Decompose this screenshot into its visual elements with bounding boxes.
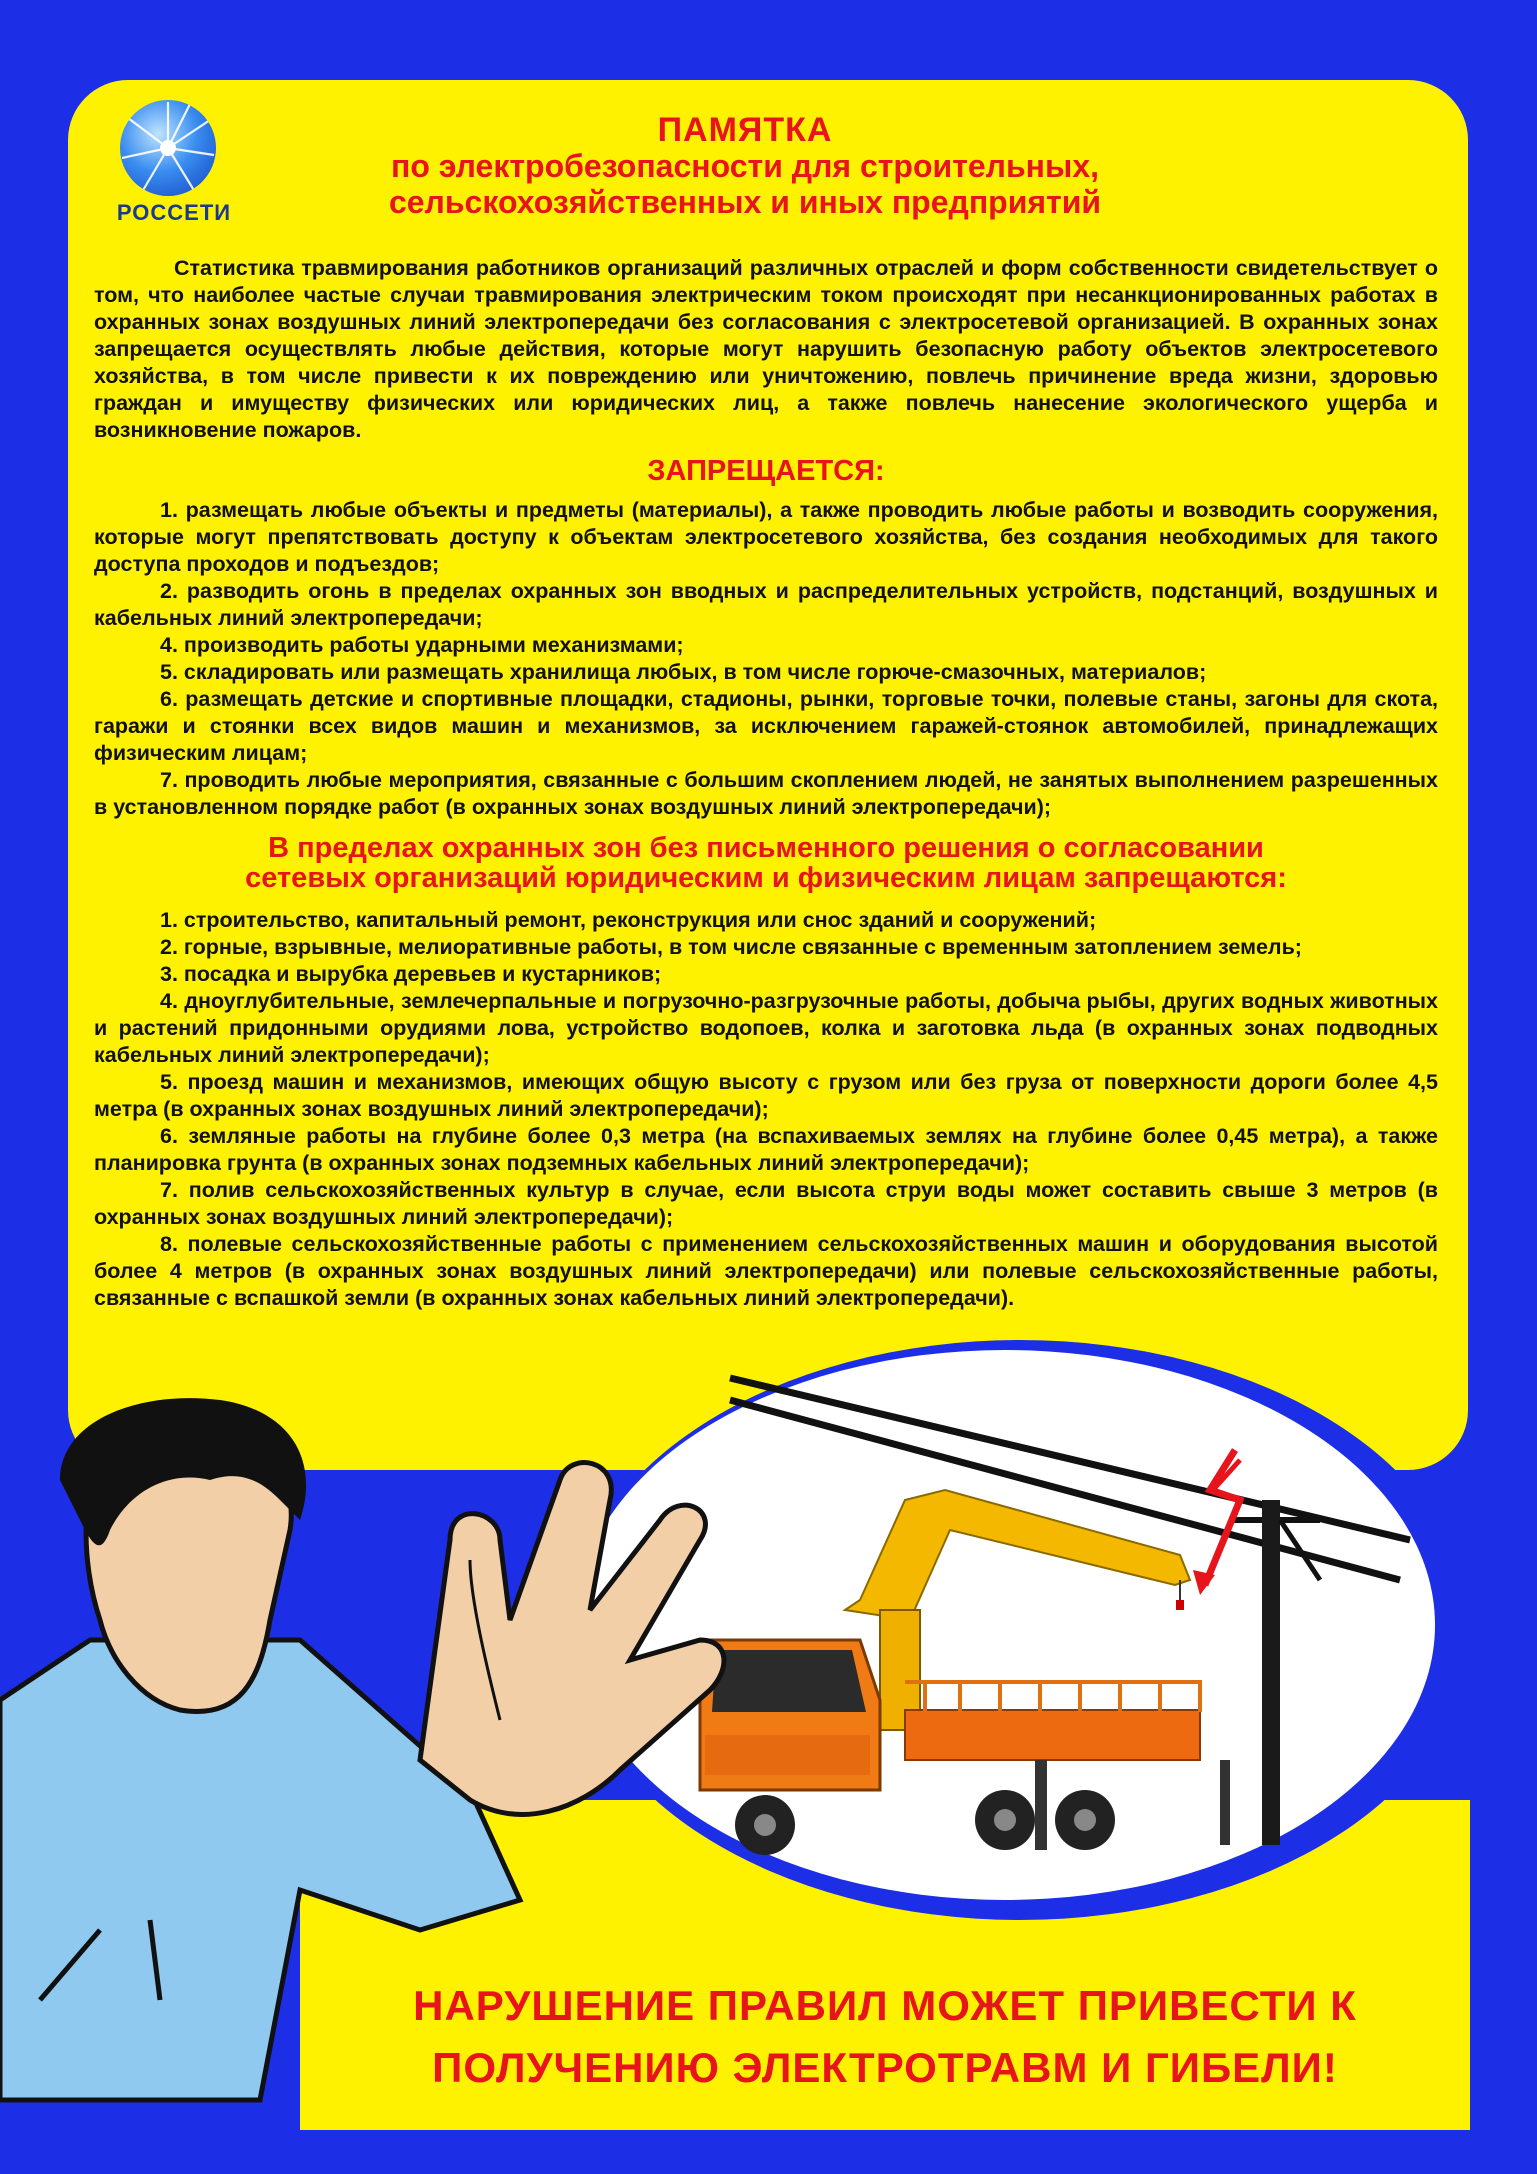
list-item: 4. дноуглубительные, землечерпальные и погрузочно-разгрузочные работы, добыча рыбы, других водных животных и растений придонными орудиями лова, устройство водопоев, колка и заготовка льда (в охранных зонах подводных кабельных линий электропередачи); — [94, 989, 1438, 1067]
globe-icon — [120, 100, 216, 196]
warning-line: ПОЛУЧЕНИЮ ЭЛЕКТРОТРАВМ И ГИБЕЛИ! — [432, 2044, 1338, 2091]
logo-label: РОССЕТИ — [116, 200, 232, 225]
list-item: 5. складировать или размещать хранилища любых, в том числе горюче-смазочных, материалов; — [160, 660, 1207, 684]
list-item: 4. производить работы ударными механизмами; — [160, 633, 684, 657]
intro-paragraph: Статистика травмирования работников организаций различных отраслей и форм собственности свидетельствует о том, что наиболее частые случаи травмирования электрическим током происходят при несанкционированных работах в охранных зонах воздушных линий электропередачи без согласования с электросетевой организацией. В охранных зонах запрещается осуществлять любые действия, которые могут нарушить безопасную работу объектов электросетевого хозяйства, в том числе привести к их повреждению или уничтожению, повлечь причинение вреда жизни, здоровью граждан и имуществу физических или юридических лиц, а также повлечь нанесение экологического ущерба и возникновение пожаров. — [94, 256, 1438, 442]
heading-line: сетевых организаций юридическим и физическим лицам запрещаются: — [245, 862, 1287, 894]
list-item: 7. полив сельскохозяйственных культур в случае, если высота струи воды может составить свыше 3 метров (в охранных зонах воздушных линий электропередачи); — [94, 1178, 1438, 1229]
section-heading-protection-zones — [94, 833, 1438, 893]
rosseti-logo — [112, 100, 232, 230]
title-subtitle-2: сельскохозяйственных и иных предприятий — [388, 184, 1102, 220]
section-heading-prohibited: ЗАПРЕЩАЕТСЯ: — [647, 455, 885, 487]
list-item: 6. земляные работы на глубине более 0,3 метра (на вспахиваемых землях на глубине более 0,45 метра), а также планировка грунта (в охранных зонах подземных кабельных линий электропередачи); — [94, 1124, 1438, 1175]
list-item: 1. размещать любые объекты и предметы (материалы), а также проводить любые работы и возводить сооружения, которые могут препятствовать доступу к объектам электросетевого хозяйства, без создания необходимых для такого доступа проходов и подъездов; — [94, 498, 1438, 576]
warning-message — [300, 1975, 1470, 2099]
list-item: 3. посадка и вырубка деревьев и кустарников; — [160, 962, 662, 986]
list-item: 2. горные, взрывные, мелиоративные работы, в том числе связанные с временным затоплением земель; — [160, 935, 1302, 959]
list-item: 8. полевые сельскохозяйственные работы с применением сельскохозяйственных машин и оборудования высотой более 4 метров (в охранных зонах воздушных линий электропередачи) или полевые сельскохозяйственные работы, связанные с вспашкой земли (в охранных зонах кабельных линий электропередачи). — [94, 1232, 1438, 1310]
title-main: ПАМЯТКА — [657, 111, 833, 149]
list-item: 6. размещать детские и спортивные площадки, стадионы, рынки, торговые точки, полевые станы, загоны для скота, гаражи и стоянки всех видов машин и механизмов, за исключением гаражей-стоянок автомобилей, принадлежащих физическим лицам; — [94, 687, 1438, 765]
protection-zone-list — [94, 907, 1438, 1312]
heading-line: В пределах охранных зон без письменного решения о согласовании — [268, 832, 1264, 864]
list-item: 1. строительство, капитальный ремонт, реконструкция или снос зданий и сооружений; — [160, 908, 1097, 932]
list-item: 5. проезд машин и механизмов, имеющих общую высоту с грузом или без груза от поверхности дороги более 4,5 метра (в охранных зонах воздушных линий электропередачи); — [94, 1070, 1438, 1121]
list-item: 7. проводить любые мероприятия, связанные с большим скоплением людей, не занятых выполнением разрешенных в установленном порядке работ (в охранных зонах воздушных линий электропередачи); — [94, 768, 1438, 819]
prohibited-list — [94, 497, 1438, 821]
page-title — [260, 112, 1230, 220]
list-item: 2. разводить огонь в пределах охранных зон вводных и распределительных устройств, подстанций, воздушных и кабельных линий электропередачи; — [94, 579, 1438, 630]
title-subtitle-1: по электробезопасности для строительных, — [391, 148, 1099, 184]
warning-line: НАРУШЕНИЕ ПРАВИЛ МОЖЕТ ПРИВЕСТИ К — [413, 1982, 1357, 2029]
